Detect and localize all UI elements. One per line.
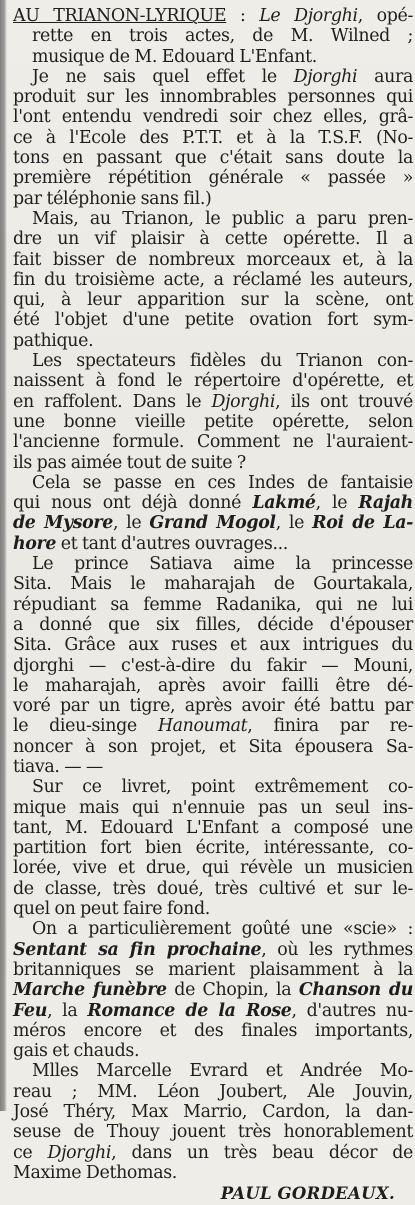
text-line	[13, 1061, 413, 1081]
text-line	[13, 757, 413, 777]
text-line	[13, 6, 413, 26]
text-line	[13, 209, 413, 229]
text-run: gais et chauds.	[13, 1041, 140, 1062]
text-run: , opé-	[357, 6, 413, 26]
text-run: le dieu-singe	[13, 716, 158, 737]
text-line	[13, 676, 413, 696]
text-line	[13, 47, 413, 67]
text-line	[13, 189, 413, 209]
text-line	[13, 392, 413, 412]
emphasized-text: AU TRIANON-LYRIQUE	[13, 6, 227, 26]
text-run: musique de M. Edouard L'Enfant.	[32, 46, 317, 67]
text-line	[13, 737, 413, 757]
text-run: , le	[315, 493, 359, 514]
text-run: José Théry, Max Marrio, Cardon, la dan-	[13, 1102, 413, 1123]
text-line	[13, 453, 413, 473]
text-line	[13, 879, 413, 899]
text-run: ils pas aimée tout de suite ?	[13, 452, 246, 473]
emphasized-text: Marche funèbre	[13, 980, 167, 1001]
text-run: , où les rythmes	[261, 939, 413, 960]
text-run: ce	[13, 1142, 48, 1163]
signature-line	[13, 1184, 413, 1204]
text-run: Sita. Grâce aux ruses et aux intrigues du	[13, 635, 413, 656]
text-line	[13, 26, 413, 46]
text-run: naissent à fond le répertoire d'opérette, et	[13, 371, 413, 392]
text-line	[13, 67, 413, 87]
text-line	[13, 696, 413, 716]
text-run: ce à l'Ecole des P.T.T. et à la T.S.F. (No-	[13, 127, 413, 148]
emphasized-text: Djorghi	[47, 1142, 112, 1163]
text-line	[13, 980, 413, 1000]
text-run: , le	[275, 513, 313, 534]
text-run: quel on peut faire fond.	[13, 899, 210, 920]
text-run: , ils ont trouvé	[275, 391, 413, 412]
text-line	[13, 1102, 413, 1122]
text-line	[13, 716, 413, 736]
text-run: dre un vif plaisir à cette opérette. Il a	[13, 229, 413, 250]
emphasized-text: hore	[13, 533, 57, 554]
text-line	[13, 107, 413, 127]
text-run: fin du troisième acte, a réclamé les auteurs,	[13, 269, 413, 290]
text-run: , finira par re-	[247, 716, 413, 737]
text-run: , d'autres nu-	[291, 1000, 414, 1021]
text-line	[13, 310, 413, 330]
text-line	[13, 148, 413, 168]
text-run: voré par un tigre, après avoir été battu par	[13, 696, 413, 717]
text-line	[13, 1021, 413, 1041]
text-line	[13, 250, 413, 270]
text-run: tiava. — —	[13, 756, 103, 777]
text-run: Cela se passe en ces Indes de fantaisie	[32, 472, 413, 493]
text-line	[13, 87, 413, 107]
emphasized-text: Grand Mogol	[149, 513, 276, 534]
text-run: répudiant sa femme Radanika, qui ne lui	[13, 594, 413, 615]
text-line	[13, 229, 413, 249]
emphasized-text: Roi de La-	[312, 513, 413, 534]
article-column	[13, 6, 414, 1204]
text-run: noncer à son projet, et Sita épousera Sa-	[13, 736, 413, 757]
text-line	[13, 1001, 413, 1021]
emphasized-text: Sentant sa fin prochaine	[13, 939, 262, 960]
text-run: :	[226, 6, 260, 26]
text-line	[13, 858, 413, 878]
text-run: aura	[357, 66, 413, 87]
text-line	[13, 818, 413, 838]
text-line	[13, 960, 413, 980]
text-line	[13, 1082, 413, 1102]
emphasized-text: Romance de la Rose	[87, 1000, 292, 1021]
text-run: de Chopin, la	[166, 980, 299, 1001]
text-line	[13, 1143, 413, 1163]
text-run: , la	[47, 1000, 88, 1021]
text-run: fait bisser de nombreux morceaux et, à la	[13, 249, 413, 270]
text-run: qui, à leur apparition sur la scène, ont	[13, 290, 413, 311]
emphasized-text: Feu	[13, 1000, 48, 1021]
text-run: rette en trois actes, de M. Wilned ;	[32, 26, 413, 47]
text-line	[13, 777, 413, 797]
text-line	[13, 331, 413, 351]
emphasized-text: Lakmé	[252, 493, 316, 514]
text-run: tant, M. Edouard L'Enfant a composé une	[13, 817, 413, 838]
text-run: , le	[112, 513, 150, 534]
text-run: tons en passant que c'était sans doute la	[13, 148, 413, 169]
text-line	[13, 656, 413, 676]
text-line	[13, 919, 413, 939]
text-line	[13, 412, 413, 432]
text-run: été l'objet d'une petite ovation fort sym-	[13, 310, 413, 331]
text-line	[13, 574, 413, 594]
emphasized-text: Hanoumat	[157, 716, 248, 737]
emphasized-text: Le Djorghi	[259, 6, 358, 26]
text-run: méros encore et des finales importants,	[13, 1020, 413, 1041]
text-line	[13, 493, 413, 513]
text-run: partition fort bien écrite, intéressante, co-	[13, 838, 413, 859]
text-line	[13, 635, 413, 655]
text-run: mique mais qui n'ennuie pas un seul ins-	[13, 797, 413, 818]
text-run: par téléphonie sans fil.)	[13, 188, 212, 209]
text-line	[13, 615, 413, 635]
text-run: Les spectateurs fidèles du Trianon con-	[32, 351, 413, 372]
text-line	[13, 940, 413, 960]
text-run: On a particulièrement goûté une «scie» :	[32, 919, 413, 940]
text-run: première répétition générale « passée »	[13, 168, 413, 189]
text-line	[13, 534, 413, 554]
text-line	[13, 899, 413, 919]
text-run: lorée, vive et drue, qui révèle un musicien	[13, 858, 413, 879]
text-run: en raffolent. Dans le	[13, 391, 212, 412]
text-run: djorghi — c'est-à-dire du fakir — Mouni,	[13, 655, 413, 676]
article-body	[13, 6, 413, 1183]
emphasized-text: de Mysore	[13, 513, 113, 534]
text-line	[13, 513, 413, 533]
text-line	[13, 432, 413, 452]
text-run: qui nous ont déjà donné	[13, 493, 253, 514]
text-line	[13, 838, 413, 858]
text-run: l'ancienne formule. Comment ne l'auraient-	[13, 432, 413, 453]
text-run: et tant d'autres ouvrages...	[56, 533, 288, 554]
text-line	[13, 270, 413, 290]
text-line	[13, 798, 413, 818]
emphasized-text: Djorghi	[211, 391, 276, 412]
text-run: Le prince Satiava aime la princesse	[32, 554, 413, 575]
text-line	[13, 168, 413, 188]
text-run: Sur ce livret, point extrêmement co-	[32, 777, 413, 798]
text-run: a donné que six filles, décide d'épouser	[13, 614, 413, 635]
text-run: Mais, au Trianon, le public a paru pren-	[32, 208, 413, 229]
text-run: Sita. Mais le maharajah de Gourtakala,	[13, 574, 413, 595]
text-line	[13, 1163, 413, 1183]
emphasized-text: Chanson du	[298, 980, 414, 1001]
text-run: Je ne sais quel effet le	[32, 66, 294, 87]
emphasized-text: Djorghi	[293, 66, 358, 87]
text-run: une bonne vieille petite opérette, selon	[13, 411, 413, 432]
text-run: britanniques se marient plaisamment à la	[13, 959, 413, 980]
text-run: reau ; MM. Léon Joubert, Ale Jouvin,	[13, 1081, 413, 1102]
scan-edge	[0, 0, 7, 1111]
text-line	[13, 371, 413, 391]
text-run: le maharajah, après avoir failli être dé-	[13, 675, 413, 696]
text-run: Maxime Dethomas.	[13, 1162, 177, 1183]
text-line	[13, 290, 413, 310]
author-signature: PAUL GORDEAUX.	[220, 1184, 395, 1204]
text-run: pathique.	[13, 330, 94, 351]
text-run: produit sur les innombrables personnes qui	[13, 87, 413, 108]
text-line	[13, 554, 413, 574]
text-line	[13, 595, 413, 615]
text-run: de classe, très doué, très cultivé et sur le-	[13, 878, 413, 899]
text-run: Mlles Marcelle Evrard et Andrée Mo-	[32, 1061, 413, 1082]
text-line	[13, 128, 413, 148]
text-line	[13, 473, 413, 493]
text-line	[13, 1122, 413, 1142]
text-line	[13, 351, 413, 371]
text-line	[13, 1041, 413, 1061]
emphasized-text: Rajah	[358, 493, 413, 514]
text-run: l'ont entendu vendredi soir chez elles, grâ-	[13, 107, 413, 128]
text-run: , dans un très beau décor de	[111, 1142, 413, 1163]
text-run: seuse de Thouy jouent très honorablement	[13, 1122, 413, 1143]
